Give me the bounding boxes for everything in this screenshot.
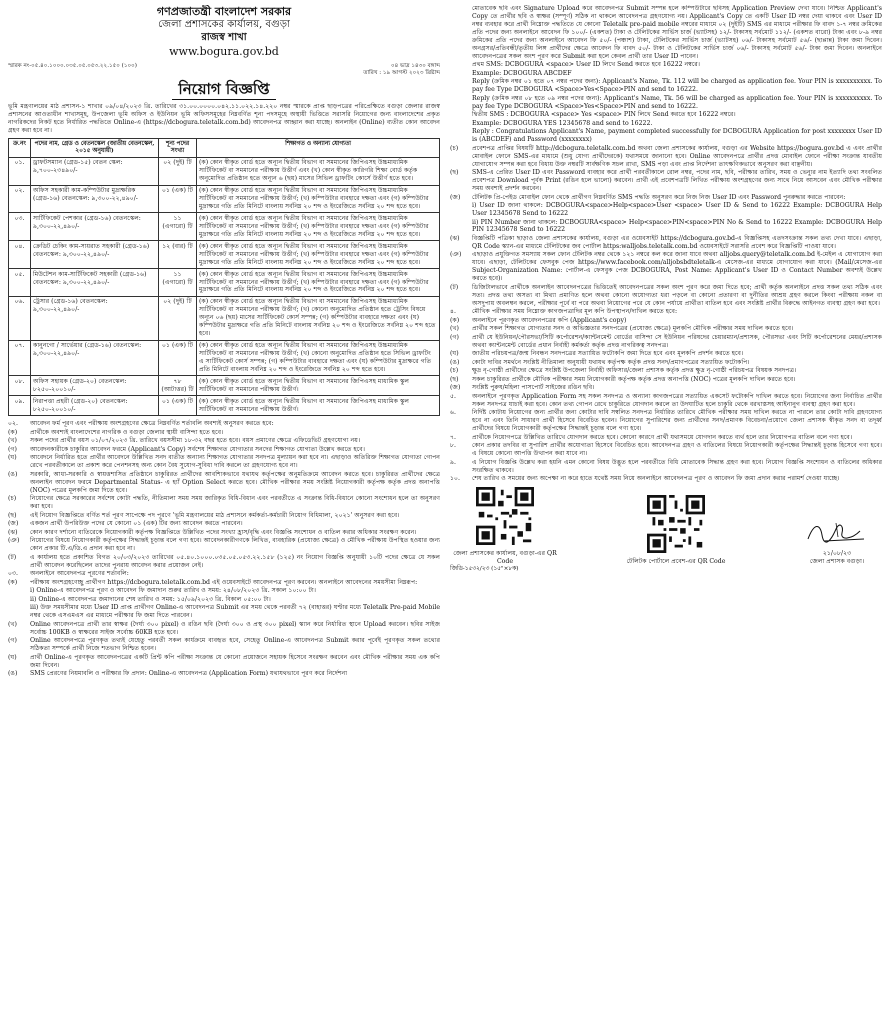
cell-post: অফিস সহকারী কাম-কম্পিউটার মুদ্রাক্ষরিক (গ্রেড-১৬) বেতনস্কেল: ৯,৩০০-২২,৪৯০/-	[31, 185, 159, 213]
item-marker: (ঝ)	[8, 528, 18, 536]
item-marker: (ক)	[8, 428, 18, 436]
item-text: এছাড়াও প্রযুক্তিগত সমস্যায় সকল ফোন টেলিটক নম্বর থেকে ১২১ নম্বরে কল করে জানা যাবে অথবা alljobs.query@teletalk.com.bd ই-মেইল এ যোগাযোগ করা যাবে। এছাড়া, টেলিটকের ফেসবুক পেজ https://www.facebook.com/alljobsbdteletalk-এ মেসেজ-এর মাধ্যমে যোগাযোগ করা যাবে। (Mail/মেসেজ-এর Subject-Organization Name: পোর্টাল-এ ফেসবুক পেজ DCBOGURA, Post Name: Applicant's User ID ও Contact Number অবশ্যই উল্লেখ করতে হবে)।	[472, 251, 882, 283]
list-item	[450, 111, 882, 119]
item-marker: ৯.	[450, 458, 456, 466]
cell-count: ৭৮ (আটাত্তর) টি	[159, 376, 197, 396]
item-marker: ৪.	[450, 308, 456, 316]
item-marker	[450, 128, 472, 144]
cell-sl: ০১.	[9, 157, 31, 185]
item-marker: (ট)	[8, 553, 17, 561]
item-text: ii) PIN Number জানা থাকলে: DCBOGURA<space> Help<space>PIN<space>PIN No & Send to 16222 Example: DCBOGURA Help PIN 12345678 Send to 16222	[472, 218, 882, 234]
qr-teletalk-label: টেলিটক পোর্টালে প্রবেশ-এর QR Code	[626, 558, 726, 566]
list-item	[450, 459, 882, 475]
cell-sl: ০৬.	[9, 296, 31, 340]
list-item	[8, 554, 440, 570]
item-text: i) Online-এ আবেদনপত্র পূরণ ও আবেদন ফি জমাদান শুরুর তারিখ ও সময়: ২৪/০৮/২০২৩ খ্রি. সকাল ১০:০০ টা।	[30, 587, 316, 595]
col-header-post: পদের নাম, গ্রেড ও বেতনস্কেল (জাতীয় বেতনস্কেল, ২০১৫ অনুযায়ী)	[31, 139, 159, 158]
list-item	[450, 409, 882, 433]
item-text: মৌখিক পরীক্ষার সময় নিম্নোক্ত কাগজপত্রাদির মূল কপি উপস্থাপন/দাখিল করতে হবে:	[472, 308, 678, 316]
item-marker: (ট)	[450, 283, 459, 291]
list-item	[450, 325, 882, 333]
cell-sl: ০৭.	[9, 340, 31, 376]
right-column	[450, 5, 882, 1019]
col-header-qualification: শিক্ষাগত ও অন্যান্য যোগ্যতা	[197, 139, 440, 158]
cell-count: ১২ (বার) টি	[159, 241, 197, 269]
list-item	[8, 471, 440, 495]
item-text: প্রার্থী যে ইউনিয়ন/পৌরসভা/সিটি কর্পোরেশন/ক্যান্টনমেন্ট বোর্ডের বাসিন্দা সে ইউনিয়ন পরিষদের চেয়ারম্যান/প্রশাসক, পৌরসভা এবং সিটি কর্পোরেশনের মেয়র/প্রশাসক অথবা ক্যান্টনমেন্ট বোর্ডের প্রধান নির্বাহী কর্মকর্তা কর্তৃক প্রদত্ত নাগরিকত্ব সনদপত্র।	[472, 333, 882, 349]
item-marker: (খ)	[8, 620, 17, 628]
branch-name: রাজস্ব শাখা	[201, 31, 247, 43]
item-text: কোন কারণ দর্শানো ব্যতিরেকে নিয়োগকারী কর্তৃপক্ষ বিজ্ঞপ্তিতে উল্লিখিত পদের সংখ্যা হ্রাস/বৃদ্ধি এবং বিজ্ঞপ্তি সংশোধন ও বাতিল করার অধিকার সংরক্ষণ করেন।	[30, 528, 417, 536]
item-marker	[8, 596, 30, 604]
item-marker: (ঝ)	[450, 234, 460, 242]
date-gregorian: ১৯ আগস্ট ২০২৩ খ্রিষ্টাব্দ	[382, 69, 440, 76]
document-code: জিডি-১৫৩২/২৩ (১৫"×৮ক)	[450, 566, 519, 572]
cell-qualification: (ক) কোন স্বীকৃত বোর্ড হতে অন্যূন দ্বিতীয় বিভাগ বা সমমানের জিপিএসহ মাধ্যমিক স্কুল সার্টিফিকেট বা সমমানের পরীক্ষায় উত্তীর্ণ।	[197, 376, 440, 396]
list-item	[8, 446, 440, 454]
list-item	[450, 367, 882, 375]
list-item	[8, 637, 440, 653]
signature-date: ২১/০৮/২৩	[822, 550, 852, 558]
item-text: ক্ষুদ্র নৃ-গোষ্ঠী প্রার্থীদের ক্ষেত্রে সংশ্লিষ্ট উপজেলা নির্বাহী অফিসার/জেলা প্রশাসক কর্তৃক প্রদত্ত ক্ষুদ্র নৃ-গোষ্ঠী পরিচয়পত্র বিষয়ক সনদপত্র।	[472, 367, 797, 375]
list-item	[450, 434, 882, 442]
list-item	[450, 219, 882, 235]
item-marker: (ঙ)	[450, 358, 460, 366]
item-text: Reply : Congratulations Applicant's Name, payment completed successfully for DCBOGURA Application for post xxxxxxxx User ID is (ABCDEF) and Password (xxxxxxxx)	[472, 128, 882, 144]
cell-count: ১১ (এগারো) টি	[159, 213, 197, 241]
list-item	[450, 284, 882, 308]
list-item	[8, 570, 440, 578]
item-marker: (খ)	[450, 325, 459, 333]
item-marker	[450, 120, 472, 128]
list-item	[8, 537, 440, 553]
item-text: টেলিটক প্রি-পেইড মোবাইল ফোন থেকে প্রার্থীগণ নিম্নবর্ণিত SMS পদ্ধতি অনুসরণ করে নিজ নিজ User ID এবং Password পুনরুদ্ধার করতে পারবেন:	[472, 193, 846, 201]
item-text: SMS-এ প্রেরিত User ID এবং Password ব্যবহার করে প্রার্থী পরবর্তীকালে রোল নম্বর, পদের নাম, ছবি, পরীক্ষার তারিখ, সময় ও ভেন্যুর নাম ইত্যাদি তথ্য সংবলিত প্রবেশপত্র Download পূর্বক Print (রঙিন হলে ভালো) করবেন। প্রার্থী এই প্রবেশপত্রটি লিখিত পরীক্ষায় অংশগ্রহণের জন্য সাথে নিয়ে আসবেন এবং মৌখিক পরীক্ষার সময় অবশ্যই প্রদর্শন করবেন।	[472, 169, 882, 192]
qr-code-icon	[647, 495, 705, 553]
item-text: সকল চাকুরিরত প্রার্থীকে মৌখিক পরীক্ষার সময় নিয়োগকারী কর্তৃপক্ষ কর্তৃক প্রদত্ত অনাপত্তি (NOC) পত্রের মূলকপি দাখিল করতে হবে।	[472, 375, 796, 383]
table-row	[9, 213, 440, 241]
cell-post: সার্টিফিকেট পেশকার (গ্রেড-১৬) বেতনস্কেল: ৯,৩০০-২২,৪৯০/-	[31, 213, 159, 241]
item-text: নিয়োগের বিষয়ে নিয়োগকারী কর্তৃপক্ষের সিদ্ধান্তই চূড়ান্ত বলে গণ্য হবে। আবেদনকারীগণকে লিখিত, ব্যবহারিক (প্রযোজ্য ক্ষেত্রে) ও মৌখিক পরীক্ষায় উপস্থিত হওয়ার জন্য কোন প্রকার টি.এ/ডি.এ প্রদান করা হবে না।	[30, 537, 440, 553]
cell-count: ০১ (এক) টি	[159, 185, 197, 213]
item-marker	[450, 5, 472, 61]
cell-sl: ০২.	[9, 185, 31, 213]
item-marker: (ঙ)	[8, 670, 18, 678]
item-text: Example: DCBOGURA ABCDEF	[472, 69, 572, 77]
item-marker	[450, 70, 472, 78]
cell-sl: ০৪.	[9, 241, 31, 269]
list-item	[450, 350, 882, 358]
item-marker: (ক)	[8, 578, 18, 586]
list-item	[8, 437, 440, 445]
list-item	[450, 128, 882, 144]
list-item	[450, 5, 882, 61]
item-marker: (ক)	[450, 316, 460, 324]
item-marker: ৮.	[450, 442, 456, 450]
item-text: প্রবেশপত্র প্রাপ্তির বিষয়টি http://dcbogura.teletalk.com.bd অথবা জেলা প্রশাসকের কার্যালয়, বগুড়া এর Website https://bogura.gov.bd এ এবং প্রার্থীর মোবাইল ফোনে SMS-এর মাধ্যমে (শুধু যোগ্য প্রার্থীদেরকে) যথাসময়ে জানানো হবে। Online আবেদনপত্রে প্রার্থীর প্রদত্ত মোবাইল ফোনে পরীক্ষা সংক্রান্ত যাবতীয় যোগাযোগ সম্পন্ন করা হবে বিধায় উক্ত নম্বরটি সার্বক্ষণিক সচল রাখা, SMS পড়া এবং প্রাপ্ত নির্দেশনা তাৎক্ষণিকভাবে অনুসরণ করা বাঞ্ছনীয়।	[472, 144, 882, 168]
cell-count: ০১ (এক) টি	[159, 396, 197, 416]
item-marker: (ছ)	[450, 169, 459, 177]
item-text: প্রার্থী Online-এ পূরণকৃত আবেদনপত্রের একটি প্রিন্ট কপি পরীক্ষা সংক্রান্ত যে কোনো প্রয়োজনে সহায়ক হিসেবে সংরক্ষণ করবেন এবং মৌখিক পরীক্ষার সময় এক কপি জমা দিবেন।	[30, 653, 440, 669]
item-text: জাতীয় পরিচয়পত্র/জন্ম নিবন্ধন সনদপত্রের সত্যায়িত ফটোকপি জমা দিতে হবে এবং মূলকপি প্রদর্শন করতে হবে।	[472, 350, 744, 358]
list-item	[450, 145, 882, 169]
list-item	[450, 120, 882, 128]
item-marker: (খ)	[8, 437, 17, 445]
cell-post: ড্রাফটসম্যান (গ্রেড-১৫) বেতন স্কেল: ৯,৭০০-২৩৪৯০/-	[31, 157, 159, 185]
table-row	[9, 296, 440, 340]
item-text: প্রথম SMS: DCBOGURA <space> User ID লিখে Send করতে হবে 16222 নম্বরে।	[472, 61, 700, 69]
cell-qualification: (ক) কোন স্বীকৃত বোর্ড হতে অন্যূন দ্বিতীয় বিভাগ বা সমমানের জিপিএসহ উচ্চমাধ্যমিক সার্টিফিকেট বা সমমানের পরীক্ষায় উত্তীর্ণ; (খ) কম্পিউটার ব্যবহারে দক্ষতা এবং (গ) কম্পিউটার মুদ্রাক্ষরে গতি প্রতি মিনিটে বাংলায় সর্বনিম্ন ২০ শব্দ ও ইংরেজিতে সর্বনিম্ন ২০ শব্দ হতে হবে।	[197, 213, 440, 241]
item-text: SMS প্রেরণের নিয়মাবলি ও পরীক্ষার ফি প্রদান: Online-এ আবেদনপত্র (Application Form) যথাযথভাবে পূরণ করে নির্দেশনা	[30, 670, 348, 678]
qr-office-label: জেলা প্রশাসকের কার্যালয়, বগুড়া-এর QR Code	[453, 550, 557, 566]
item-text: সরকারি, আধা-সরকারি ও স্বায়ত্তশাসিত প্রতিষ্ঠানে চাকুরিরত প্রার্থীদের আবশ্যিকভাবে যথাযথ কর্তৃপক্ষের অনুমতিক্রমে আবেদন করতে হবে। চাকুরিরত প্রার্থীদের ক্ষেত্রে অনলাইন আবেদন ফরমে Departmental Status- এ হ্যাঁ Option Select করতে হবে। মৌখিক পরীক্ষার সময় সংশ্লিষ্ট নিয়োগকারী কর্তৃপক্ষ কর্তৃক প্রদত্ত অনাপত্তি (NOC) পত্রের মূলকপি জমা দিতে হবে।	[30, 470, 440, 494]
cell-post: অফিস সহায়ক (গ্রেড-২০) বেতনস্কেল: ৮২৫০-২০০১০/-	[31, 376, 159, 396]
table-row	[9, 376, 440, 396]
table-row	[9, 340, 440, 376]
item-text: সংশ্লিষ্ট পুরুষ/মহিলা পাসপোর্ট সাইজের রঙিন ছবি।	[472, 384, 595, 392]
list-item	[450, 334, 882, 350]
item-text: আবেদন ফর্ম পূরণ এবং পরীক্ষায় অংশগ্রহণের ক্ষেত্রে নিম্নবর্ণিত শর্তাবলি অবশ্যই অনুসরণ করতে হবে:	[30, 420, 274, 428]
website[interactable]: www.bogura.gov.bd	[169, 44, 279, 58]
cell-sl: ০৮.	[9, 376, 31, 396]
list-item	[450, 376, 882, 384]
item-text: iii) উক্ত সময়সীমার মধ্যে User ID প্রাপ্ত প্রার্থীগণ Online-এ আবেদনপত্র Submit এর সময় থেকে পরবর্তী ৭২ (বাহাত্তর) ঘণ্টার মধ্যে Teletalk Pre-paid Mobile নম্বর থেকে এসএমএস এর মাধ্যমে পরীক্ষার ফি জমা দিতে পারবেন।	[30, 604, 440, 620]
memo-number: স্মারক নং-০৫.৪০.১০০০.০৩৫.০৫.০৫৩.২২.১৫০ (১০০)	[8, 62, 137, 69]
list-item	[450, 393, 882, 409]
date-bangla: ০৪ ভাদ্র ১৪৩০ বঙ্গাব্দ	[390, 62, 440, 69]
list-item	[450, 317, 882, 325]
cell-sl: ০৫.	[9, 269, 31, 297]
item-text: Online আবেদনপত্রে প্রার্থী তার স্বাক্ষর (দৈর্ঘ্য ৩০০ pixel) ও রঙিন ছবি (দৈর্ঘ্য ৩০০ ও প্রস্থ ৩০০ pixel) স্ক্যান করে নির্ধারিত স্থানে Upload করবেন। ছবির সাইজ সর্বোচ্চ 100KB ও স্বাক্ষরের সাইজ সর্বোচ্চ 60KB হতে হবে।	[30, 620, 440, 636]
list-item	[8, 654, 440, 670]
list-item	[450, 475, 882, 483]
item-marker	[450, 78, 472, 94]
instructions-list	[450, 5, 882, 483]
item-marker: (ছ)	[8, 511, 17, 519]
list-item	[8, 670, 440, 678]
table-row	[9, 157, 440, 185]
cell-sl: ০৩.	[9, 213, 31, 241]
item-text: শেষ তারিখ ও সময়ের জন্য অপেক্ষা না করে হাতে যথেষ্ট সময় নিয়ে অনলাইনে আবেদনপত্র পূরণ ও আবেদন ফি জমা প্রদান করার পরামর্শ দেওয়া যাচ্ছে।	[472, 475, 840, 483]
item-marker: (গ)	[450, 333, 459, 341]
list-item	[450, 194, 882, 202]
cell-post: মিউটেশন কাম-সার্টিফিকেট সহকারী (গ্রেড-১৬) বেতনস্কেল: ৯,৩০০-২২,৪৯০/-	[31, 269, 159, 297]
item-marker: (জ)	[8, 520, 19, 528]
list-item	[8, 454, 440, 470]
table-row	[9, 396, 440, 416]
item-text: কোটা দাবির সমর্থনে সংশ্লিষ্ট নীতিমালা অনুযায়ী যথাযথ কর্তৃপক্ষ কর্তৃক প্রদত্ত সনদ/প্রমাণপত্রের সত্যায়িত ফটোকপি।	[472, 358, 750, 366]
item-marker: ৬.	[450, 409, 456, 417]
list-item	[450, 78, 882, 94]
intro-paragraph: ভূমি মন্ত্রণালয়ের মাঠ প্রশাসন-১ শাখার ০৯/০৪/২০২৩ খ্রি. তারিখের ৩১.০০.০০০০.০৪২.১১.০২২.১৪.২২০ নম্বর স্মারকে প্রাপ্ত ছাড়পত্রের পরিপ্রেক্ষিতে বগুড়া জেলার রাজস্ব প্রশাসনের আওতাধীন শাখাসমূহ, উপজেলা ভূমি অফিস ও ইউনিয়ন ভূমি অফিসসমূহের নিম্নবর্ণিত শূন্য পদসমূহে অস্থায়ী ভিত্তিতে সরাসরি নিয়োগের জন্য বাংলাদেশের প্রকৃত নাগরিকদের নিকট হতে নির্ধারিত পদ্ধতিতে Online-এ (https://dcbogura.teletalk.com.bd) আবেদনপত্র আহ্বান করা যাচ্ছে। অনলাইন (Online) ব্যতীত কোন আবেদন গ্রহণ করা হবে না।	[8, 103, 440, 135]
cell-qualification: (ক) কোন স্বীকৃত বোর্ড হতে অন্যূন দ্বিতীয় বিভাগ বা সমমানের জিপিএসহ উচ্চমাধ্যমিক সার্টিফিকেট বা সমমানের পরীক্ষায় উত্তীর্ণ; (খ) কম্পিউটার ব্যবহারে দক্ষতা এবং (গ) কম্পিউটার মুদ্রাক্ষরে গতি প্রতি মিনিটে বাংলায় সর্বনিম্ন ২০ শব্দ ও ইংরেজিতে সর্বনিম্ন ২০ শব্দ হতে হবে।	[197, 269, 440, 297]
list-item	[8, 520, 440, 528]
list-item	[450, 359, 882, 367]
item-marker: ১০.	[450, 475, 461, 483]
item-marker	[450, 111, 472, 119]
item-text: নির্দিষ্ট কোটায় নিয়োগের জন্য প্রার্থীর জন্য কোটার দাবি সম্বলিত সনদপত্র নির্ধারিত তারিখে মৌখিক পরীক্ষার সময় দাখিল করতে না পারলে তার কোটা দাবি গ্রহণযোগ্য হবে না এবং তিনি সাধারণ প্রার্থী হিসেবে বিবেচিত হবেন। নিয়োগের সুপারিশের জন্য প্রার্থীদের সনদ/প্রমাণক বিবেচনা/প্রয়োগে জেলা প্রশাসক স্বীকৃত সনদ বা তদূর্ধ্ব প্রার্থীদের বিষয়ে নিয়োগকারী কর্তৃপক্ষের সিদ্ধান্তই চূড়ান্ত বলে গণ্য হবে।	[472, 409, 882, 433]
item-text: অনলাইনে পূরণকৃত আবেদনপত্রের কপি (Applicant's copy)	[472, 316, 627, 324]
cell-post: নিরাপত্তা প্রহরী (গ্রেড-২০) বেতনস্কেল: ৮২৫০-২০০১০/-	[31, 396, 159, 416]
item-text: অনলাইনে পূরণকৃত Application Form সহ সকল সনদপত্র ও অন্যান্য কাগজপত্রের সত্যায়িত একসেট ফটোকপি দাখিল করতে হবে। নিয়োগের জন্য নির্বাচিত প্রার্থীর সকল সনদপত্র যাচাই করা হবে। কোন তথ্য গোপন রেখে চাকুরিতে যোগদান করলে তা উদঘাটিত হলে চাকুরি থেকে বরখাস্তসহ আইনানুগ ব্যবস্থা গ্রহণ করা হবে।	[472, 392, 882, 408]
cell-count: ০২ (দুই) টি	[159, 157, 197, 185]
list-item	[450, 70, 882, 78]
item-text: নিয়োগের ক্ষেত্রে সরকারের সর্বশেষ কোটা পদ্ধতি, নীতিমালা সময় সময় জারিকৃত বিধি-বিধান এবং পরবর্তীতে এ সংক্রান্ত বিধি-বিধানে কোনো সংশোধন হলে তা অনুসরণ করা হবে।	[30, 495, 440, 510]
item-text: Reply (ক্রমিক নম্বর ০১ হতে ০৭ নম্বর পদের জন্য): Applicant's Name, Tk. 112 will be charged as application fee. Your PIN is xxxxxxxxxx. To pay fee Type DCBOGURA <Space>Yes<Space>PIN and send to 16222.	[472, 78, 882, 94]
item-marker	[8, 604, 30, 620]
page-title: নিয়োগ বিজ্ঞপ্তি	[172, 80, 275, 100]
list-item	[450, 384, 882, 392]
item-marker: (ঞ)	[450, 251, 462, 259]
item-marker: (গ)	[8, 637, 17, 645]
qr-code-icon	[476, 487, 534, 545]
list-item	[450, 61, 882, 69]
item-marker: ০৩.	[8, 570, 19, 578]
item-marker: ০২.	[8, 420, 19, 428]
list-item	[8, 604, 440, 620]
office-name: জেলা প্রশাসকের কার্যালয়, বগুড়া	[158, 19, 290, 31]
list-item	[8, 621, 440, 637]
col-header-sl: ক্র.নং	[9, 139, 31, 158]
item-marker: (গ)	[8, 445, 17, 453]
item-text: বিজ্ঞপ্তিটি পত্রিকা ছাড়াও জেলা প্রশাসকের কার্যালয়, বগুড়া এর ওয়েবসাইট https://dcbogura.gov.bd-এ বিজ্ঞপ্তিসহ এতদসংক্রান্ত সকল তথ্য দেখা যাবে। এছাড়া, QR Code স্ক্যান-এর মাধ্যমে টেলিটকের জব পোর্টাল https:walljobs.teletalk.com.bd ওয়েবসাইটে সরাসরি প্রবেশ করে বিজ্ঞপ্তিটি পাওয়া যাবে।	[472, 234, 882, 250]
posts-table	[8, 138, 440, 416]
item-text: এ নিয়োগ বিজ্ঞপ্তি উল্লেখ করা হয়নি এমন কোনো বিষয় উদ্ভূত হলে পরবর্তীতে বিধি মোতাবেক সিদ্ধান্ত গ্রহণ করা হবে। নিয়োগ বিজ্ঞপ্তি সংশোধন ও বাতিলের অধিকার সংরক্ষিত থাকবে।	[472, 458, 882, 474]
list-item	[450, 235, 882, 251]
cell-sl: ০৯.	[9, 396, 31, 416]
item-marker	[450, 95, 472, 111]
col-header-count: শূন্য পদের সংখ্যা	[159, 139, 197, 158]
item-marker	[450, 219, 472, 235]
item-text: প্রার্থীর সকল শিক্ষাগত যোগ্যতার সনদ ও অভিজ্ঞতার সনদপত্রের (প্রযোজ্য ক্ষেত্রে) মূলকপি মৌখিক পরীক্ষার সময় দাখিল করতে হবে।	[472, 325, 794, 333]
cell-qualification: (ক) কোন স্বীকৃত বোর্ড হতে অন্যূন দ্বিতীয় বিভাগ বা সমমানের জিপিএসহ মাধ্যমিক স্কুল সার্টিফিকেট বা সমমানের পরীক্ষায় উত্তীর্ণ।	[197, 396, 440, 416]
list-item	[450, 251, 882, 283]
item-marker: (ঘ)	[8, 454, 17, 462]
list-item	[8, 587, 440, 595]
header	[8, 5, 440, 59]
item-text: আবেদনে নির্ধারিত হতে প্রার্থীর আবেদনে উল্লিখিত সনদ ব্যতীত অন্যান্য শিক্ষাগত যোগ্যতার সনদপত্র মূল্যায়ন করা হবে না। এছাড়াও অতিরিক্ত শিক্ষাগত যোগ্যতা গোপন রেখে পরবর্তীকালে তা প্রকাশ করে পেনশনসহ অন্য কোন বৈধ সুযোগ-সুবিধা দাবি করলে তা গ্রহণযোগ্য হবে না।	[30, 454, 440, 470]
item-marker	[8, 587, 30, 595]
list-item	[8, 429, 440, 437]
table-row	[9, 185, 440, 213]
item-marker: (জ)	[450, 384, 461, 392]
list-item	[450, 442, 882, 458]
cell-post: ক্রেডিট চেকিং কাম-সায়রাত সহকারী (গ্রেড-১৬) বেতনস্কেল: ৯,৩০০-২২,৪৯০/-	[31, 241, 159, 269]
item-text: i) User ID জানা থাকলে: DCBOGURA<space>Help<space>User <space> User ID & Send to 16222 Example: DCBOGURA Help User 12345678 Send to 16222	[472, 202, 882, 217]
cell-qualification: (ক) কোন স্বীকৃত বোর্ড হতে অন্যূন দ্বিতীয় বিভাগ বা সমমানের জিপিএসহ উচ্চমাধ্যমিক সার্টিফিকেট বা সমমানের পরীক্ষায় উত্তীর্ণ; (খ) কম্পিউটার ব্যবহারে দক্ষতা এবং (গ) কম্পিউটার মুদ্রাক্ষরে গতি প্রতি মিনিটে বাংলায় সর্বনিম্ন ২০ শব্দ ও ইংরেজিতে সর্বনিম্ন ২০ শব্দ হতে হবে।	[197, 241, 440, 269]
item-text: দ্বিতীয় SMS : DCBOGURA <space> Yes <space> PIN লিখে Send করতে হবে 16222 নম্বরে।	[472, 111, 736, 119]
list-item	[8, 512, 440, 520]
item-marker: (ঙ)	[8, 470, 18, 478]
list-item	[8, 596, 440, 604]
item-text: পরীক্ষায় অংশগ্রহণেচ্ছু প্রার্থীগণ https://dcbogura.teletalk.com.bd এই ওয়েবসাইটে আবেদনপত্র পূরণ করবেন। অনলাইনে আবেদনের সময়সীমা নিম্নরূপ:	[30, 578, 418, 586]
list-item	[450, 202, 882, 218]
list-item	[450, 95, 882, 111]
item-marker: ৭.	[450, 433, 456, 441]
item-text: প্রার্থীকে নিয়োগপত্রে উল্লিখিত তারিখে যোগদান করতে হবে। কোনো কারণে প্রার্থী যথাসময়ে যোগদান করতে ব্যর্থ হলে তার নিয়োগপত্র বাতিল বলে গণ্য হবে।	[472, 433, 853, 441]
item-text: ii) Online-এ আবেদনপত্র জমাদানের শেষ তারিখ ও সময়: ১৫/০৯/২০২৩ খ্রি. বিকাল ০৫:০০ টা।	[30, 595, 271, 603]
item-text: Reply (ক্রমিক নম্বর ০৮ হতে ০৯ নম্বর পদের জন্য): Applicant's Name, Tk. 56 will be charged as application fee. Your PIN is xxxxxxxxxx. To pay fee Type DCBOGURA <Space>Yes<Space>PIN and send to 16222.	[472, 94, 882, 110]
signature-block	[792, 519, 882, 566]
cell-count: ০১ (এক) টি	[159, 340, 197, 376]
signature-icon	[802, 519, 872, 547]
item-text: ডিজিটালভাবে প্রার্থীকে অনলাইন আবেদনপত্রের ভিত্তিতেই আবেদনপত্রের সকল অংশ পূরণ করে জমা দিতে হবে; প্রার্থী কর্তৃক অনলাইনে প্রদত্ত সকল তথ্য সঠিক এবং সত্য। প্রদত্ত তথ্য অসত্য বা মিথ্যা প্রমাণিত হলে অথবা কোনো অযোগ্যতা ধরা পড়লে বা কোনো প্রতারণা বা দুর্নীতির আশ্রয় গ্রহণ করলে কিংবা পরীক্ষায় নকল বা অসদুপায় অবলম্বন করলে, পরীক্ষার পূর্বে বা পরে অথবা নিয়োগের পরে যে কোন পর্যায়ে প্রার্থীতা বাতিল হবে এবং সংশ্লিষ্ট প্রার্থীর বিরুদ্ধে আইনগত ব্যবস্থা গ্রহণ করা হবে।	[472, 283, 882, 307]
cell-count: ০২ (দুই) টি	[159, 296, 197, 340]
item-text: অনলাইনে আবেদনপত্র পূরণের শর্তাবলি:	[30, 570, 129, 578]
item-marker: (চ)	[450, 144, 459, 152]
item-marker	[450, 61, 472, 69]
item-marker: (ঘ)	[8, 653, 17, 661]
list-item	[8, 529, 440, 537]
list-item	[8, 420, 440, 428]
list-item	[8, 579, 440, 587]
table-row	[9, 269, 440, 297]
item-text: প্রার্থীকে অবশ্যই বাংলাদেশের নাগরিক ও বগুড়া জেলার স্থায়ী বাসিন্দা হতে হবে।	[30, 428, 224, 436]
item-text: আবেদনকারীকে চাকুরির আবেদন ফরমে (Applicant's Copy) সর্বশেষ শিক্ষাগত যোগ্যতার সনদের শিক্ষাগত যোগ্যতা উল্লেখ করতে হবে।	[30, 445, 365, 453]
item-marker: (ঞ)	[8, 537, 20, 545]
qr-teletalk[interactable]	[621, 495, 731, 566]
item-marker: (জ)	[450, 193, 461, 201]
item-marker: (চ)	[450, 367, 459, 375]
conditions-list	[8, 420, 440, 678]
item-marker	[450, 202, 472, 218]
cell-post: কানুনগো / সার্ভেয়ার (গ্রেড-১৬) বেতনস্কেল: ৯,৩০০-২২,৪৯০/-	[31, 340, 159, 376]
cell-post: ট্রেসার (গ্রেড-১৬) বেতনস্কেল: ৯,৩০০-২২,৪৯০/-	[31, 296, 159, 340]
signatory-title: জেলা প্রশাসক বগুড়া।	[809, 558, 865, 566]
qr-office[interactable]	[450, 487, 560, 566]
table-row	[9, 241, 440, 269]
list-item	[450, 308, 882, 316]
date-label: তারিখ :	[363, 69, 382, 76]
list-item	[450, 169, 882, 193]
item-text: এ কার্যালয় হতে প্রকাশিত বিগত ২০/০৩/২০২৩ তারিখের ০৫.৪০.১০০০.০৩৫.০৫.০৫৩.২২.১৫৮ (১২৫) নং নিয়োগ বিজ্ঞপ্তি অনুযায়ী ১০টি পদের ক্ষেত্রে যে সকল প্রার্থী আবেদন করেছিলেন তাদের পুনরায় আবেদন করার প্রয়োজন নেই।	[30, 553, 440, 569]
item-text: মোতাবেক ছবি এবং Signature Upload করে আবেদনপত্র Submit সম্পন্ন হলে কম্পিউটারে ছবিসহ Application Preview দেখা যাবে। নিশ্চিত Applicant's Copy তে প্রার্থীর ছবি ও স্বাক্ষর (সম্পূর্ণ) সঠিক না থাকলে আবেদনপত্র গ্রহণযোগ্য নয়। Applicant's Copy তে একটি User ID নম্বর দেয়া থাকবে এবং User ID নম্বর ব্যবহার করে প্রার্থী নিম্নোক্ত পদ্ধতিতে যে কোনো Teletalk pre-paid mobile নম্বরের মাধ্যমে ০২ (দুইটি) SMS এর মাধ্যমে পরীক্ষার ফি বাবদ ১-৭ নম্বর ক্রমিকের প্রতি পদের জন্য অনলাইনে আবেদন ফি ১০০/- (একশত) টাকা ও টেলিটকের সার্ভিস চার্জ (ভ্যাটসহ) ১২/- টাকাসহ সর্বমোট ১১২/- (একশত বারো) টাকা এবং ৮-৯ নম্বর ক্রমিকের প্রতি পদের জন্য অনলাইনে আবেদন ফি ৫০/- (পঞ্চাশ) টাকা, টেলিটকের সার্ভিস চার্জ (ভ্যাটসহ) ০৬/- টাকাসহ সর্বমোট ৫৬/- (ছাপ্পান্ন) টাকা জমা দিবেন। অনগ্রসর/প্রতিবন্ধী/তৃতীয় লিঙ্গ প্রার্থীদের ক্ষেত্রে আবেদন ফি বাবদ ৫০/- টাকা ও টেলিটকের সার্ভিস চার্জ ০৬/- টাকাসহ সর্বমোট ৫৬/- টাকা জমা দিবেন। অনলাইনে আবেদনপত্রের সকল অংশ পূরণ করে Submit করা হলে কেবল প্রার্থী তার User ID পাবেন।	[472, 5, 882, 60]
list-item	[8, 495, 440, 511]
item-text: একজন প্রার্থী উপরিউক্ত পদের যে কোনো ০১ (এক) টির জন্য আবেদন করতে পারবেন।	[30, 520, 243, 528]
item-text: সকল পদের প্রার্থীর বয়স ০১/০৭/২০২৩ খ্রি. তারিখে বয়সসীমা ১৮-৩২ বছর হতে হবে। বয়স প্রমাণের ক্ষেত্রে এফিডেভিট গ্রহণযোগ্য নয়।	[30, 437, 361, 445]
item-marker: (ছ)	[450, 375, 459, 383]
item-marker: ৫.	[450, 392, 456, 400]
cell-qualification: (ক) কোন স্বীকৃত বোর্ড হতে অন্যূন দ্বিতীয় বিভাগ বা সমমানের জিপিএসহ উচ্চমাধ্যমিক সার্টিফিকেট বা সমমানের পরীক্ষায় উত্তীর্ণ; (খ) কম্পিউটার ব্যবহারে দক্ষতা এবং (গ) কম্পিউটার মুদ্রাক্ষরে গতি প্রতি মিনিটে বাংলায় সর্বনিম্ন ২০ শব্দ ও ইংরেজিতে সর্বনিম্ন ২০ শব্দ হতে হবে।	[197, 185, 440, 213]
gov-title: গণপ্রজাতন্ত্রী বাংলাদেশ সরকার	[156, 5, 292, 18]
cell-qualification: (ক) কোন স্বীকৃত বোর্ড হতে অন্যূন দ্বিতীয় বিভাগ বা সমমানের জিপিএসহ উচ্চমাধ্যমিক সার্টিফিকেট বা সমমানের পরীক্ষায় উত্তীর্ণ; (খ) কোনো অনুমোদিত প্রতিষ্ঠান হতে ট্রেসিং বিষয়ে অন্যূন ০৬ (ছয়) মাসের সার্টিফিকেট কোর্স সম্পন্ন; (গ) কম্পিউটার ব্যবহারে দক্ষতা এবং (ঘ) কম্পিউটার মুদ্রাক্ষরে গতি প্রতি মিনিটে বাংলায় সর্বনিম্ন ২০ শব্দ ও ইংরেজিতে সর্বনিম্ন ২০ শব্দ হতে হবে।	[197, 296, 440, 340]
item-text: কোন প্রকার তদবির বা সুপারিশ প্রার্থীর অযোগ্যতা হিসেবে বিবেচিত হবে। আবেদনপত্র গ্রহণ ও বাতিলের বিষয়ে নিয়োগকারী কর্তৃপক্ষের সিদ্ধান্তই চূড়ান্ত হিসেবে গণ্য হবে। এ বিষয়ে কোনো আপত্তি উত্থাপন করা যাবে না।	[472, 442, 882, 458]
item-text: Example: DCBOGURA YES 12345678 and send to 16222.	[472, 119, 653, 127]
item-marker: (চ)	[8, 495, 17, 503]
item-text: এই নিয়োগ বিজ্ঞপ্তিতে বর্ণিত শর্ত পূরণ সাপেক্ষে পদ পূরণে 'ভূমি মন্ত্রণালয়ের মাঠ প্রশাসনে কর্মকর্তা-কর্মচারী নিয়োগ বিধিমালা, ২০২১' অনুসরণ করা হবে।	[30, 511, 400, 519]
cell-count: ১১ (এগারো) টি	[159, 269, 197, 297]
cell-qualification: (ক) কোন স্বীকৃত বোর্ড হতে অন্যূন দ্বিতীয় বিভাগ বা সমমানের জিপিএসহ উচ্চমাধ্যমিক সার্টিফিকেট বা সমমানের পরীক্ষায় উত্তীর্ণ এবং (খ) কোন স্বীকৃত কারিগরি শিক্ষা বোর্ড কর্তৃক অনুমোদিত প্রতিষ্ঠান হতে অন্যূন ৬ (ছয়) মাসের সিভিল ড্রাফটিং কোর্সে উত্তীর্ণ হতে হবে।	[197, 157, 440, 185]
item-text: Online আবেদনপত্রে পূরণকৃত তথ্যই যেহেতু পরবর্তী সকল কার্যক্রমে ব্যবহৃত হবে, সেহেতু Online-এ আবেদনপত্র Submit করার পূর্বেই পূরণকৃত সকল তথ্যের সঠিকতা সম্পর্কে প্রার্থী নিজে শতভাগ নিশ্চিত হবেন।	[30, 637, 440, 653]
left-column	[8, 5, 440, 1019]
cell-qualification: (ক) কোন স্বীকৃত বোর্ড হতে অন্যূন দ্বিতীয় বিভাগ বা সমমানের জিপিএসহ উচ্চমাধ্যমিক সার্টিফিকেট বা সমমানের পরীক্ষায় উত্তীর্ণ; (খ) কোনো অনুমোদিত প্রতিষ্ঠান হতে সিভিল ড্রাফটিং এ সার্টিফিকেট কোর্স সম্পন্ন; (গ) কম্পিউটার ব্যবহারে দক্ষতা এবং (ঘ) কম্পিউটার মুদ্রাক্ষরে গতি প্রতি মিনিটে বাংলায় সর্বনিম্ন ২০ শব্দ ও ইংরেজিতে সর্বনিম্ন ২০ শব্দ হতে হবে।	[197, 340, 440, 376]
item-marker: (ঘ)	[450, 350, 459, 358]
